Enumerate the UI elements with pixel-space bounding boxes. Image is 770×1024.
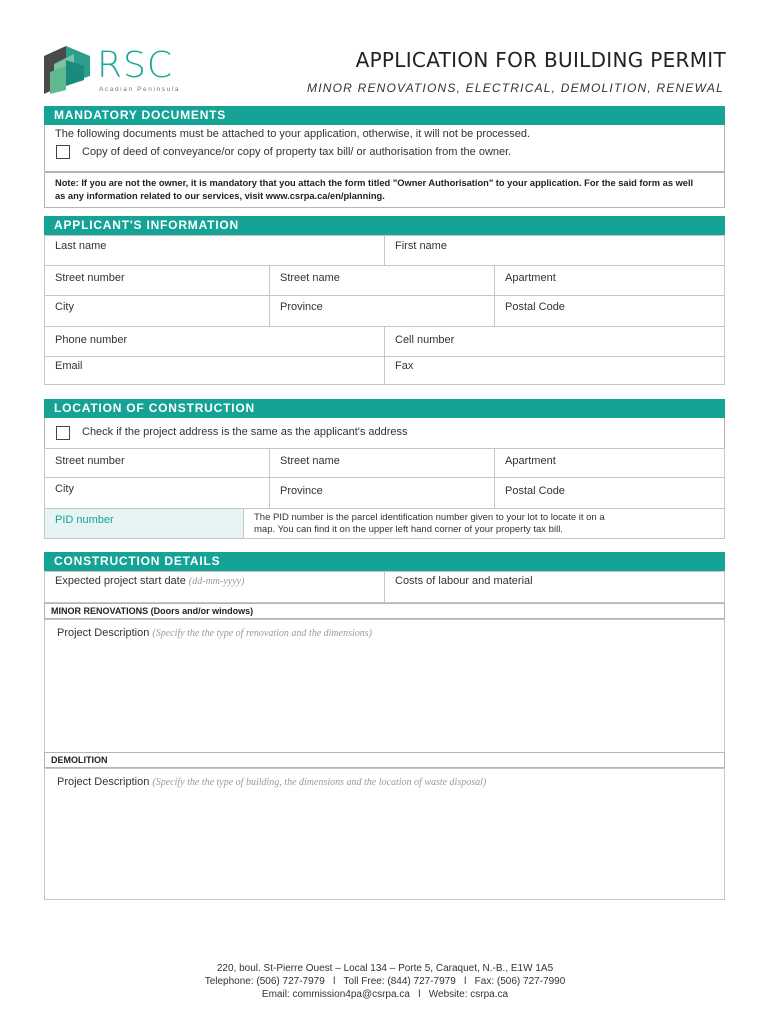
email-label: Email (55, 360, 83, 372)
applicant-city-field[interactable] (44, 295, 270, 327)
same-address-checkbox[interactable] (56, 426, 70, 440)
footer-phones: Telephone: (506) 727-7979 l Toll Free: (844) 727-7979 l Fax: (506) 727-7990 (204, 976, 566, 987)
applicant-postal-code-field[interactable] (494, 295, 725, 327)
pid-number-label: PID number (55, 514, 114, 526)
street-number-label: Street number (55, 272, 125, 284)
page-subtitle: MINOR RENOVATIONS, ELECTRICAL, DEMOLITION, RENEWAL (307, 81, 724, 95)
pid-explanation (243, 508, 725, 539)
applicant-information-heading: APPLICANT'S INFORMATION (44, 216, 725, 235)
location-postal-code-label: Postal Code (505, 485, 565, 497)
province-label: Province (280, 301, 323, 313)
cell-label: Cell number (395, 334, 455, 346)
location-apartment-label: Apartment (505, 455, 556, 467)
minor-renovations-description-field[interactable] (44, 619, 725, 753)
mandatory-documents-box (44, 125, 725, 172)
last-name-field[interactable] (44, 235, 385, 266)
location-apartment-field[interactable] (494, 448, 725, 478)
minor-description-hint: (Specify the the type of renovation and the dimensions) (152, 628, 372, 639)
start-date-label: Expected project start date (55, 575, 186, 587)
logo (44, 46, 184, 96)
mandatory-note-box (44, 172, 725, 208)
location-street-name-field[interactable] (269, 448, 495, 478)
applicant-apartment-field[interactable] (494, 265, 725, 296)
demolition-description-hint: (Specify the the type of building, the dimensions and the location of waste disposal) (152, 777, 487, 788)
location-province-field[interactable] (269, 477, 495, 509)
location-city-field[interactable] (44, 477, 270, 509)
location-street-name-label: Street name (280, 455, 340, 467)
mandatory-intro: The following documents must be attached to your application, otherwise, it will not be processed. (55, 128, 531, 140)
logo-subtitle: Acadian Peninsula (99, 86, 181, 93)
cell-number-field[interactable] (384, 326, 725, 357)
pid-number-field[interactable] (44, 508, 244, 539)
demolition-description-label: Project Description (57, 776, 150, 788)
applicant-province-field[interactable] (269, 295, 495, 327)
last-name-label: Last name (55, 240, 107, 252)
minor-description-label: Project Description (57, 627, 150, 639)
demolition-description-field[interactable] (44, 768, 725, 900)
location-postal-code-field[interactable] (494, 477, 725, 509)
footer-address: 220, boul. St-Pierre Ouest – Local 134 – Porte 5, Caraquet, N.-B., E1W 1A5 (216, 963, 554, 974)
deed-checkbox-label: Copy of deed of conveyance/or copy of property tax bill/ or authorisation from the owner. (82, 146, 512, 158)
postal-code-label: Postal Code (505, 301, 565, 313)
location-street-number-field[interactable] (44, 448, 270, 478)
footer-contact: Email: commission4pa@csrpa.ca l Website: csrpa.ca (261, 989, 509, 1000)
same-address-label: Check if the project address is the same as the applicant's address (82, 426, 408, 438)
logo-text: RSC (97, 45, 174, 86)
phone-number-field[interactable] (44, 326, 385, 357)
first-name-label: First name (395, 240, 447, 252)
demolition-heading: DEMOLITION (44, 752, 725, 768)
location-province-label: Province (280, 485, 323, 497)
apartment-label: Apartment (505, 272, 556, 284)
location-of-construction-heading: LOCATION OF CONSTRUCTION (44, 399, 725, 418)
fax-label: Fax (395, 360, 414, 372)
applicant-street-number-field[interactable] (44, 265, 270, 296)
page-title: APPLICATION FOR BUILDING PERMIT (355, 48, 726, 72)
location-street-number-label: Street number (55, 455, 125, 467)
first-name-field[interactable] (384, 235, 725, 266)
minor-renovations-heading: MINOR RENOVATIONS (Doors and/or windows) (44, 603, 725, 619)
city-label: City (55, 301, 74, 313)
same-address-box (44, 418, 725, 449)
fax-field[interactable] (384, 356, 725, 385)
phone-label: Phone number (55, 334, 128, 346)
start-date-field[interactable] (44, 571, 385, 603)
start-date-hint: (dd-mm-yyyy) (188, 576, 245, 587)
construction-details-heading: CONSTRUCTION DETAILS (44, 552, 725, 571)
pid-note-line2: map. You can find it on the upper left hand corner of your property tax bill. (254, 524, 563, 535)
costs-label: Costs of labour and material (395, 575, 533, 587)
owner-note-line1: Note: If you are not the owner, it is mandatory that you attach the form titled "Owner Authorisation" to your application. For the said form as well (55, 178, 694, 188)
street-name-label: Street name (280, 272, 340, 284)
deed-checkbox[interactable] (56, 145, 70, 159)
email-field[interactable] (44, 356, 385, 385)
applicant-street-name-field[interactable] (269, 265, 495, 296)
mandatory-documents-heading: MANDATORY DOCUMENTS (44, 106, 725, 125)
logo-mark-icon (44, 46, 94, 94)
costs-field[interactable] (384, 571, 725, 603)
owner-note-line2: as any information related to our services, visit www.csrpa.ca/en/planning. (55, 191, 385, 201)
pid-note-line1: The PID number is the parcel identification number given to your lot to locate it on a (254, 512, 605, 523)
location-city-label: City (55, 483, 74, 495)
